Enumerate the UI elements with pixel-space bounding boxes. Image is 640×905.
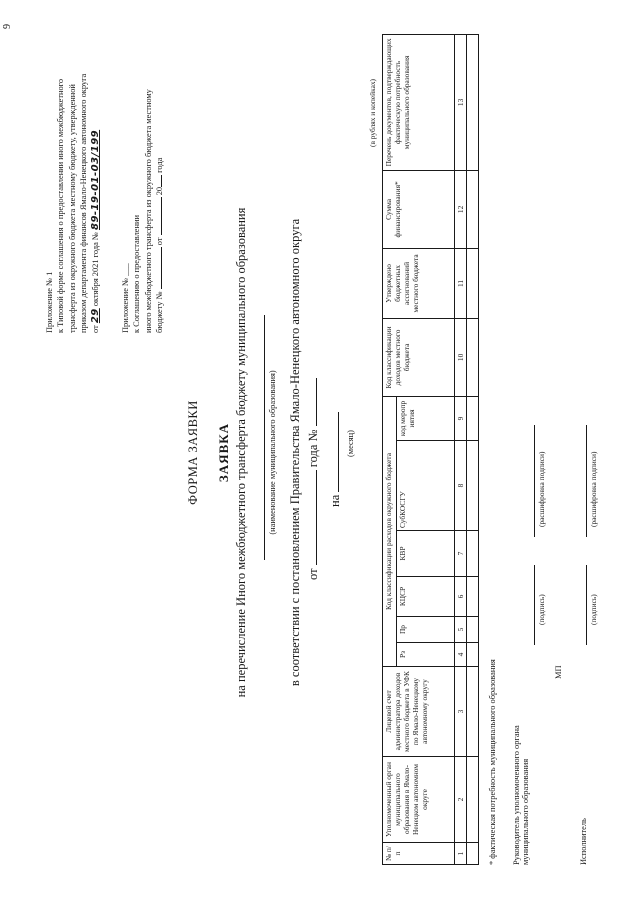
appendix-line-5: от 29 октября 2021 года № 89-19-01-03/199 (89, 129, 101, 333)
col-num-13: 13 (455, 34, 467, 170)
appendix-line-4: приказом департамента финансов Ямало-Ненецкого автономного округа (79, 73, 89, 333)
th-documents: Перечень документов, подтверждающих фактическую потребность муниципального образования (383, 34, 455, 170)
th-authority: Уполномоченный орган муниципального образования в Ямало-Ненецком автономном округе (383, 757, 455, 843)
head-signature-caption: (подпись) (537, 594, 546, 625)
executor-signature-caption: (подпись) (589, 594, 598, 625)
th-kosgu: СубКОСГУ (397, 441, 455, 531)
th-kcsr: КЦСР (397, 577, 455, 617)
table-row (467, 34, 479, 864)
th-code-group: Код классификации расходов окружного бюджета (383, 396, 397, 666)
executor-decoding-line (586, 425, 587, 537)
agreement-line-3: иного межбюджетного трансферта из окружного бюджета местному (143, 89, 153, 333)
col-num-11: 11 (455, 248, 467, 318)
appendix-line-2: к Типовой форме соглашения о предоставлении иного межбюджетного (56, 78, 66, 333)
agreement-line-4: бюджету № от 20 года (155, 157, 165, 333)
decree-line: в соответствии с постановлением Правительства Ямало-Ненецкого автономного округа (288, 218, 302, 687)
th-rz: Рз (397, 643, 455, 667)
col-num-5: 5 (455, 617, 467, 643)
handwritten-day: 29 (89, 308, 101, 324)
municipality-line (264, 315, 265, 560)
request-table (382, 34, 479, 865)
units-label: (в рублях и копейках) (368, 78, 377, 147)
form-title: ФОРМА ЗАЯВКИ (186, 400, 200, 505)
decree-date-line: от года № (306, 280, 321, 580)
th-number: № п/п (383, 843, 455, 865)
footnote: * фактическая потребность муниципального образования (488, 659, 497, 865)
municipality-caption: (наименование муниципального образования) (268, 370, 277, 535)
handwritten-order-number: 89-19-01-03/199 (89, 129, 101, 231)
th-sum: Сумма финансирования* (383, 170, 455, 248)
executor-signature-line (586, 565, 587, 645)
document-subtitle: на перечисление Иного межбюджетного трансферта бюджету муниципального образования (234, 207, 248, 698)
col-num-9: 9 (455, 396, 467, 440)
col-num-3: 3 (455, 667, 467, 757)
col-num-8: 8 (455, 441, 467, 531)
col-num-4: 4 (455, 643, 467, 667)
col-num-12: 12 (455, 170, 467, 248)
col-num-2: 2 (455, 757, 467, 843)
appendix-line-1: Приложение № 1 (45, 271, 54, 333)
executor-decoding-caption: (расшифровка подписи) (589, 451, 598, 527)
agreement-line-2: к Соглашению о предоставлении (132, 215, 142, 333)
th-account: Лицевой счет администратора доходов местного бюджета в УФК по Ямало-Ненецкому автономному округу (383, 667, 455, 757)
appendix-block (44, 33, 101, 333)
head-signature-line (534, 565, 535, 645)
month-caption: (месяц) (346, 430, 355, 457)
page-number: 9 (2, 24, 13, 29)
executor-label: Исполнитель (579, 818, 588, 865)
th-measure: код меропр иятия (397, 396, 455, 440)
head-decoding-line (534, 425, 535, 537)
agreement-line-1: Приложение № ___ (121, 263, 130, 333)
col-num-10: 10 (455, 318, 467, 396)
head-label: Руководитель уполномоченного органа муниципального образования (512, 725, 530, 865)
head-decoding-caption: (расшифровка подписи) (537, 451, 546, 527)
month-line: на (328, 307, 343, 507)
col-num-1: 1 (455, 843, 467, 865)
stamp-label: МП (554, 665, 563, 679)
appendix-line-3: трансферта из окружного бюджета местному бюджету, утвержденной (67, 84, 77, 333)
th-pr: Пр (397, 617, 455, 643)
document-title: ЗАЯВКА (216, 422, 231, 483)
col-num-7: 7 (455, 531, 467, 577)
th-kvr: КВР (397, 531, 455, 577)
agreement-ref-block (120, 33, 166, 333)
th-income-code: Код классификации доходов местного бюджета (383, 318, 455, 396)
col-num-6: 6 (455, 577, 467, 617)
th-approved: Утверждено бюджетных ассигнований местного бюджета (383, 248, 455, 318)
